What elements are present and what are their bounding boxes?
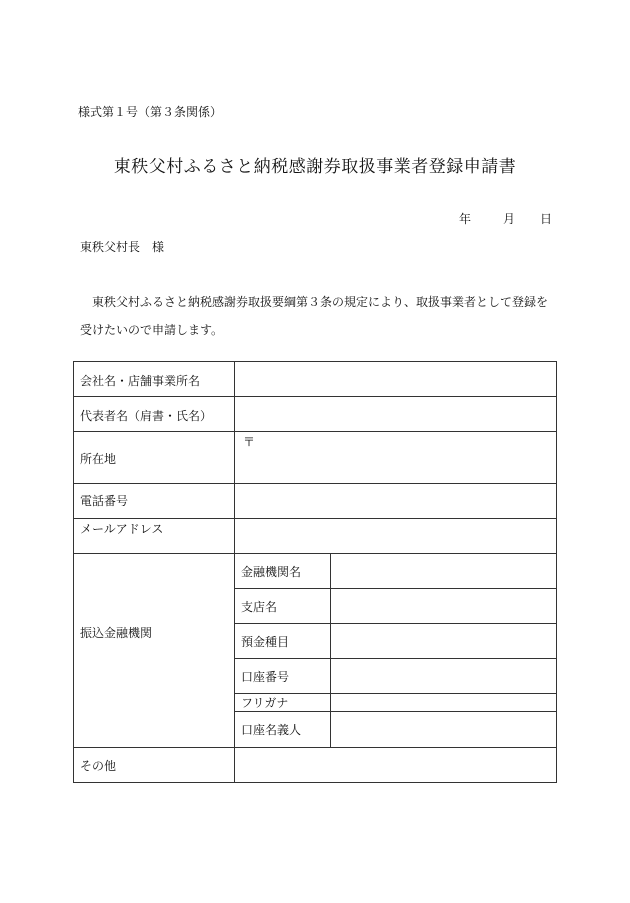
application-form-table bbox=[73, 361, 557, 783]
account-holder-label: 口座名義人 bbox=[241, 723, 302, 737]
account-number-label-cell bbox=[234, 658, 331, 694]
addressee: 東秩父村長 様 bbox=[80, 240, 165, 254]
furigana-label: フリガナ bbox=[241, 696, 289, 710]
furigana-field[interactable] bbox=[330, 693, 557, 712]
address-field[interactable] bbox=[234, 431, 557, 484]
company-name-label: 会社名・店舗事業所名 bbox=[80, 374, 201, 388]
other-label: その他 bbox=[80, 759, 117, 773]
address-label: 所在地 bbox=[80, 452, 117, 466]
account-type-label-cell bbox=[234, 623, 331, 659]
account-holder-field[interactable] bbox=[330, 711, 557, 748]
email-label: メールアドレス bbox=[80, 522, 164, 536]
date-year-label: 年 bbox=[459, 212, 472, 226]
phone-field[interactable] bbox=[234, 483, 557, 519]
phone-label: 電話番号 bbox=[80, 494, 129, 508]
bank-branch-label: 支店名 bbox=[241, 600, 278, 614]
account-number-field[interactable] bbox=[330, 658, 557, 694]
account-type-label: 預金種目 bbox=[241, 635, 290, 649]
form-number: 様式第１号（第３条関係） bbox=[78, 105, 223, 119]
bank-label: 振込金融機関 bbox=[80, 626, 153, 640]
company-name-label-cell bbox=[73, 361, 235, 397]
account-number-label: 口座番号 bbox=[241, 670, 290, 684]
account-type-field[interactable] bbox=[330, 623, 557, 659]
company-name-field[interactable] bbox=[234, 361, 557, 397]
representative-field[interactable] bbox=[234, 396, 557, 432]
representative-label-cell bbox=[73, 396, 235, 432]
address-label-cell bbox=[73, 431, 235, 484]
phone-label-cell bbox=[73, 483, 235, 519]
application-statement: 東秩父村ふるさと納税感謝券取扱要綱第３条の規定により、取扱事業者として登録を受けたいので申請します。 bbox=[80, 295, 549, 337]
email-label-cell bbox=[73, 518, 235, 554]
bank-label-cell bbox=[73, 553, 235, 748]
bank-branch-label-cell bbox=[234, 588, 331, 624]
document-title: 東秩父村ふるさと納税感謝券取扱事業者登録申請書 bbox=[113, 157, 517, 177]
bank-institution-label: 金融機関名 bbox=[241, 565, 302, 579]
other-field[interactable] bbox=[234, 747, 557, 783]
other-label-cell bbox=[73, 747, 235, 783]
postal-mark: 〒 bbox=[243, 435, 256, 449]
furigana-label-cell bbox=[234, 693, 331, 712]
bank-institution-label-cell bbox=[234, 553, 331, 589]
bank-institution-field[interactable] bbox=[330, 553, 557, 589]
date-day-label: 日 bbox=[540, 212, 553, 226]
account-holder-label-cell bbox=[234, 711, 331, 748]
representative-label: 代表者名（肩書・氏名） bbox=[80, 409, 213, 423]
bank-branch-field[interactable] bbox=[330, 588, 557, 624]
email-field[interactable] bbox=[234, 518, 557, 554]
date-month-label: 月 bbox=[503, 212, 516, 226]
